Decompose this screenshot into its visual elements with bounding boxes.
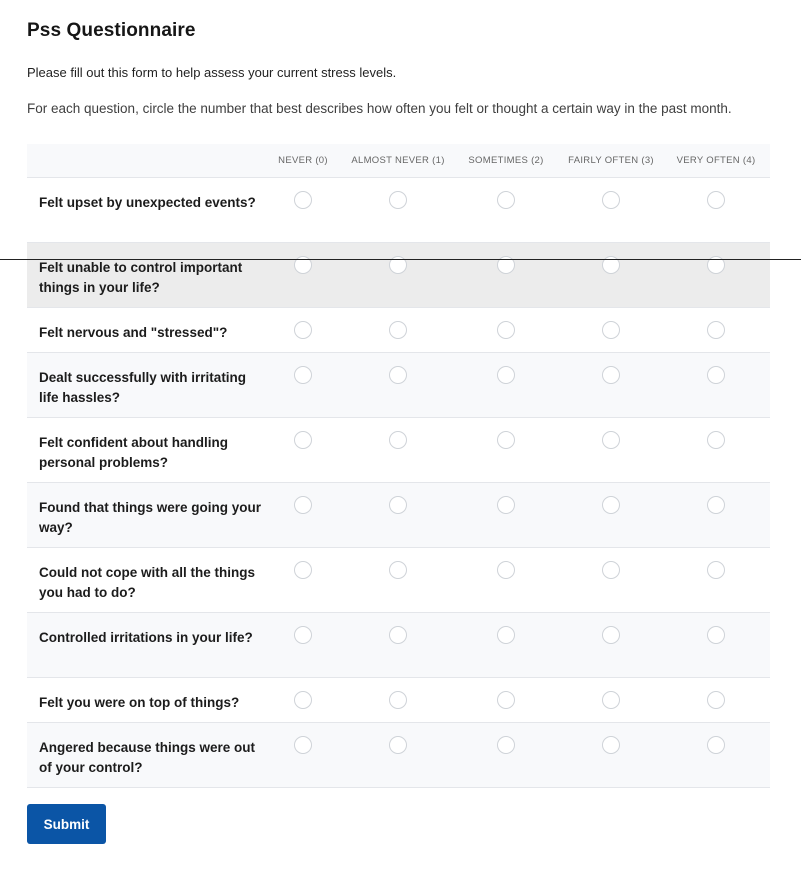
radio-sometimes[interactable] (497, 626, 515, 644)
radio-never[interactable] (294, 626, 312, 644)
radio-fairly-often[interactable] (602, 321, 620, 339)
radio-fairly-often[interactable] (602, 366, 620, 384)
radio-very-often[interactable] (707, 496, 725, 514)
question-label: Felt you were on top of things? (39, 695, 240, 710)
question-label: Controlled irritations in your life? (39, 630, 253, 645)
radio-fairly-often[interactable] (602, 626, 620, 644)
table-row (27, 178, 770, 243)
radio-very-often[interactable] (707, 736, 725, 754)
radio-fairly-often[interactable] (602, 691, 620, 709)
table-row (27, 678, 770, 723)
page-title: Pss Questionnaire (27, 20, 196, 41)
table-row (27, 723, 770, 788)
question-label: Felt upset by unexpected events? (39, 195, 256, 210)
question-label: Found that things were going your way? (39, 500, 261, 535)
radio-never[interactable] (294, 691, 312, 709)
radio-almost-never[interactable] (389, 366, 407, 384)
radio-fairly-often[interactable] (602, 736, 620, 754)
radio-fairly-often[interactable] (602, 431, 620, 449)
radio-almost-never[interactable] (389, 321, 407, 339)
table-row (27, 243, 770, 308)
column-header-sometimes: SOMETIMES (2) (468, 155, 544, 166)
radio-never[interactable] (294, 431, 312, 449)
divider-line (0, 259, 801, 260)
radio-sometimes[interactable] (497, 736, 515, 754)
submit-button[interactable]: Submit (27, 804, 106, 844)
question-label: Could not cope with all the things you had to do? (39, 565, 255, 600)
radio-fairly-often[interactable] (602, 496, 620, 514)
question-label: Dealt successfully with irritating life hassles? (39, 370, 247, 405)
intro-text: Please fill out this form to help assess your current stress levels. (27, 65, 397, 80)
radio-almost-never[interactable] (389, 736, 407, 754)
table-row (27, 418, 770, 483)
radio-very-often[interactable] (707, 366, 725, 384)
table-row (27, 548, 770, 613)
radio-never[interactable] (294, 191, 312, 209)
radio-sometimes[interactable] (497, 431, 515, 449)
radio-sometimes[interactable] (497, 691, 515, 709)
column-header-never: NEVER (0) (278, 155, 328, 166)
instructions-text: For each question, circle the number that best describes how often you felt or thought a certain way in the past month. (27, 101, 732, 116)
radio-very-often[interactable] (707, 691, 725, 709)
radio-almost-never[interactable] (389, 691, 407, 709)
table-row (27, 308, 770, 353)
radio-fairly-often[interactable] (602, 561, 620, 579)
radio-fairly-often[interactable] (602, 191, 620, 209)
radio-sometimes[interactable] (497, 321, 515, 339)
radio-never[interactable] (294, 736, 312, 754)
radio-very-often[interactable] (707, 191, 725, 209)
radio-never[interactable] (294, 561, 312, 579)
radio-very-often[interactable] (707, 626, 725, 644)
radio-almost-never[interactable] (389, 191, 407, 209)
column-header-very-often: VERY OFTEN (4) (676, 155, 756, 166)
radio-sometimes[interactable] (497, 366, 515, 384)
radio-sometimes[interactable] (497, 191, 515, 209)
column-header-fairly-often: FAIRLY OFTEN (3) (568, 155, 654, 166)
radio-almost-never[interactable] (389, 496, 407, 514)
radio-never[interactable] (294, 321, 312, 339)
radio-almost-never[interactable] (389, 626, 407, 644)
radio-very-often[interactable] (707, 321, 725, 339)
table-row (27, 353, 770, 418)
radio-almost-never[interactable] (389, 561, 407, 579)
table-header (27, 144, 770, 178)
column-header-almost-never: ALMOST NEVER (1) (351, 155, 445, 166)
question-label: Felt nervous and "stressed"? (39, 325, 228, 340)
radio-sometimes[interactable] (497, 561, 515, 579)
table-row (27, 613, 770, 678)
radio-sometimes[interactable] (497, 496, 515, 514)
radio-very-often[interactable] (707, 431, 725, 449)
question-label: Felt confident about handling personal problems? (39, 435, 228, 470)
table-row (27, 483, 770, 548)
radio-very-often[interactable] (707, 561, 725, 579)
question-label: Felt unable to control important things in your life? (39, 260, 243, 295)
radio-never[interactable] (294, 496, 312, 514)
radio-never[interactable] (294, 366, 312, 384)
questionnaire-table (27, 144, 770, 788)
question-label: Angered because things were out of your control? (39, 740, 256, 775)
radio-almost-never[interactable] (389, 431, 407, 449)
